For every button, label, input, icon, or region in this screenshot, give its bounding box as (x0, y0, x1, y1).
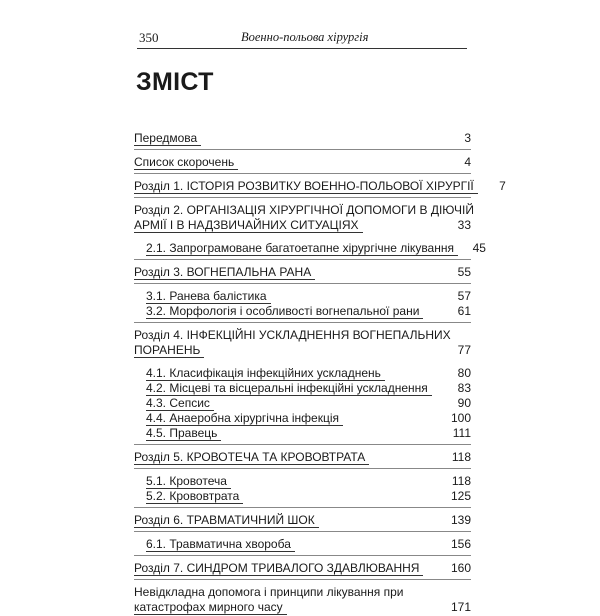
toc-entry-text: АРМІЇ І В НАДЗВИЧАЙНИХ СИТУАЦІЯХ (134, 219, 363, 233)
toc-entry (134, 366, 471, 381)
toc-entry-text: 6.1. Травматична хвороба (146, 538, 295, 552)
toc-entry-line (134, 304, 471, 319)
toc-entry-text: Розділ 7. СИНДРОМ ТРИВАЛОГО ЗДАВЛЮВАННЯ (134, 562, 423, 576)
toc-entry (134, 474, 471, 489)
toc-entry (134, 489, 471, 504)
toc-entry (134, 381, 471, 396)
toc-entry (134, 155, 471, 170)
toc-entry-line (134, 600, 471, 615)
toc-page-number: 171 (450, 600, 471, 614)
toc-entry-text: 4.3. Сепсис (146, 397, 214, 411)
toc-entry (134, 265, 471, 280)
toc-entry-text: Розділ 2. ОРГАНІЗАЦІЯ ХІРУРГІЧНОЇ ДОПОМОГИ В ДІЮЧІЙ (134, 203, 474, 217)
toc-divider (134, 173, 471, 174)
toc-entry-text: 2.1. Запрограмоване багатоетапне хірургічне лікування (146, 242, 458, 256)
running-title: Военно-польова хірургія (241, 30, 369, 44)
toc-entry-text: 5.1. Кровотеча (146, 475, 231, 489)
page-header (137, 28, 467, 49)
toc-page-number: 139 (450, 513, 471, 527)
toc-page-number: 57 (457, 289, 471, 303)
toc-entry-line (134, 396, 471, 411)
toc-entry-line (134, 489, 471, 504)
toc-entry-line (134, 474, 471, 489)
toc-entry-text: Невідкладна допомога і принципи лікування при (134, 585, 404, 599)
toc-entry-line (134, 343, 471, 358)
toc-divider (134, 468, 471, 469)
toc-page-number: 4 (464, 155, 471, 169)
toc-page-number: 90 (457, 396, 471, 410)
toc-divider (134, 259, 471, 260)
toc-entry (134, 537, 471, 552)
toc-entry (134, 131, 471, 146)
toc-page-number: 125 (450, 489, 471, 503)
toc-page-number: 111 (452, 426, 471, 440)
toc-divider (134, 197, 471, 198)
toc-entry-text: 4.4. Анаеробна хірургічна інфекція (146, 412, 343, 426)
toc-entry (134, 203, 474, 233)
toc-entry-text: Розділ 1. ІСТОРІЯ РОЗВИТКУ ВОЕННО-ПОЛЬОВОЇ ХІРУРГІЇ (134, 180, 478, 194)
toc-page-number: 45 (472, 241, 486, 255)
toc-page-number: 100 (450, 411, 471, 425)
toc-entry-line (134, 218, 471, 233)
toc-divider (134, 507, 471, 508)
toc-entry-line (134, 366, 471, 381)
toc-entry (134, 179, 506, 194)
toc-entry-text: 5.2. Крововтрата (146, 490, 243, 504)
toc-entry (134, 561, 471, 576)
toc-entry-line (134, 381, 471, 396)
toc-entry-text: Розділ 4. ІНФЕКЦІЙНІ УСКЛАДНЕННЯ ВОГНЕПАЛЬНИХ (134, 328, 451, 342)
toc-page-number: 61 (457, 304, 471, 318)
toc-entry-line (134, 411, 471, 426)
toc-entry-text: 4.5. Правець (146, 427, 221, 441)
toc-page-number: 55 (457, 265, 471, 279)
toc-entry-line (134, 241, 486, 256)
toc-page-number: 118 (451, 450, 471, 464)
toc-entry-text: Розділ 6. ТРАВМАТИЧНИЙ ШОК (134, 514, 319, 528)
toc-entry-line (134, 328, 471, 343)
toc-entry-text: Розділ 3. ВОГНЕПАЛЬНА РАНА (134, 266, 315, 280)
toc-page-number: 118 (451, 474, 471, 488)
toc-entry-line (134, 537, 471, 552)
toc-divider (134, 444, 471, 445)
toc-page-number: 156 (450, 537, 471, 551)
toc-entry (134, 411, 471, 426)
toc-entry (134, 513, 471, 528)
toc-entry (134, 328, 471, 358)
toc-divider (134, 579, 471, 580)
toc-page-number: 33 (457, 218, 471, 232)
toc-entry-text: 4.1. Класифікація інфекційних ускладнень (146, 367, 385, 381)
toc-divider (134, 283, 471, 284)
toc-entry-line (134, 585, 471, 600)
toc-page-number: 83 (457, 381, 471, 395)
toc-entry-text: 4.2. Місцеві та вісцеральні інфекційні ускладнення (146, 382, 432, 396)
toc-entry (134, 396, 471, 411)
toc-entry-line (134, 450, 471, 465)
toc-entry-text: 3.2. Морфологія і особливості вогнепальної рани (146, 305, 423, 319)
toc-entry-text: 3.1. Ранева балістика (146, 290, 271, 304)
toc-entry-line (134, 179, 506, 194)
toc-entry-text: катастрофах мирного часу (134, 601, 287, 615)
toc-entry-line (134, 426, 471, 441)
toc-entry (134, 585, 471, 615)
toc-entry-line (134, 131, 471, 146)
toc-entry (134, 289, 471, 304)
page-title: ЗМІСТ (136, 68, 214, 96)
toc-divider (134, 555, 471, 556)
toc-page-number: 77 (457, 343, 471, 357)
toc-page-number: 80 (457, 366, 471, 380)
toc-entry (134, 426, 471, 441)
toc-entry-text: Передмова (134, 132, 201, 146)
toc-entry-line (134, 513, 471, 528)
toc-entry-text: Список скорочень (134, 156, 238, 170)
toc-entry-line (134, 289, 471, 304)
toc-entry-line (134, 155, 471, 170)
table-of-contents (134, 131, 506, 616)
toc-entry-line (134, 203, 474, 218)
toc-entry-text: ПОРАНЕНЬ (134, 344, 204, 358)
toc-page-number: 7 (499, 179, 506, 193)
page-number: 350 (139, 30, 159, 45)
toc-entry-line (134, 265, 471, 280)
toc-entry (134, 304, 471, 319)
toc-divider (134, 531, 471, 532)
toc-page-number: 160 (450, 561, 471, 575)
toc-entry (134, 450, 471, 465)
toc-divider (134, 322, 471, 323)
toc-entry (134, 241, 486, 256)
toc-entry-line (134, 561, 471, 576)
toc-page-number: 3 (464, 131, 471, 145)
toc-entry-text: Розділ 5. КРОВОТЕЧА ТА КРОВОВТРАТА (134, 451, 369, 465)
toc-divider (134, 149, 471, 150)
